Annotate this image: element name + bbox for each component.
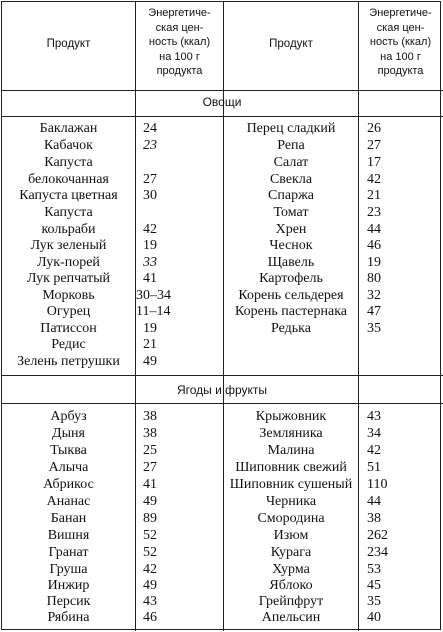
product-name: Капуста	[44, 205, 93, 220]
product-name: Хурма	[272, 562, 310, 577]
product-name: Банан	[50, 511, 87, 526]
energy-value: 49	[143, 354, 157, 369]
energy-value: 19	[143, 321, 157, 336]
energy-value: 23	[367, 205, 381, 220]
product-name: Черника	[265, 494, 317, 509]
product-name: Морковь	[42, 288, 95, 303]
product-name: Малина	[267, 443, 315, 458]
section-title-vegetables: Овощи	[202, 95, 242, 109]
energy-value: 49	[143, 494, 157, 509]
product-name: Апельсин	[261, 610, 321, 625]
row-divider	[2, 375, 443, 376]
energy-value: 24	[143, 121, 157, 136]
header-product-right: Продукт	[269, 38, 313, 50]
product-name: Салат	[273, 155, 309, 170]
energy-value: 21	[367, 188, 381, 203]
product-name: Тыква	[50, 443, 87, 458]
energy-value: 21	[143, 337, 157, 352]
product-name: Огурец	[46, 304, 91, 319]
energy-value: 41	[143, 271, 157, 286]
header-energy-left: Энергетиче- ская цен- ность (ккал) на 100 г продукта	[148, 7, 211, 78]
energy-value: 45	[367, 578, 381, 593]
energy-value: 17	[367, 155, 381, 170]
product-name: Чеснок	[269, 238, 313, 253]
product-name: Щавель	[267, 255, 315, 270]
energy-value: 38	[143, 409, 157, 424]
energy-value: 40	[367, 610, 381, 625]
energy-value: 53	[367, 562, 381, 577]
product-name: Корень пастернака	[235, 304, 347, 319]
product-name: Спаржа	[268, 188, 314, 203]
energy-value: 34	[367, 426, 381, 441]
product-name: Яблоко	[269, 578, 313, 593]
row-divider	[2, 116, 443, 117]
section-title-berries-fruits: Ягоды и фрукты	[176, 383, 268, 397]
header-energy-right: Энергетиче- ская цен- ность (ккал) на 100 г продукта	[369, 7, 432, 78]
row-divider	[2, 403, 443, 404]
product-name: Лук репчатый	[26, 271, 111, 286]
product-name: Картофель	[259, 271, 323, 286]
energy-value: 30	[143, 188, 157, 203]
product-name: Репа	[277, 138, 305, 153]
product-name: Арбуз	[50, 409, 87, 424]
product-name: Патиссон	[40, 321, 97, 336]
product-name: Крыжовник	[255, 409, 327, 424]
product-name: Свекла	[269, 172, 313, 187]
product-name: Дыня	[52, 426, 85, 441]
product-name: белокочанная	[28, 172, 109, 187]
product-name: Абрикос	[43, 477, 94, 492]
product-name: Зелень петрушки	[17, 354, 120, 369]
product-name: Ананас	[46, 494, 91, 509]
product-name: Шиповник сушеный	[229, 477, 353, 492]
energy-value: 38	[143, 426, 157, 441]
energy-value: 46	[143, 610, 157, 625]
energy-value: 42	[143, 222, 157, 237]
product-name: Капуста	[44, 155, 93, 170]
energy-value: 26	[367, 121, 381, 136]
energy-value: 262	[367, 528, 388, 543]
product-name: Баклажан	[39, 121, 98, 136]
product-name: Груша	[49, 562, 88, 577]
product-name: Редька	[271, 321, 311, 336]
product-name: Хрен	[275, 222, 307, 237]
energy-value: 35	[367, 321, 381, 336]
product-name: Земляника	[259, 426, 323, 441]
energy-value: 89	[143, 511, 157, 526]
energy-value: 19	[143, 238, 157, 253]
product-name: Курага	[270, 545, 312, 560]
energy-value: 33	[143, 255, 157, 270]
product-name: Томат	[273, 205, 309, 220]
energy-value: 38	[367, 511, 381, 526]
product-name: Перец сладкий	[246, 121, 336, 136]
product-name: Смородина	[257, 511, 325, 526]
product-name: Гранат	[48, 545, 89, 560]
energy-value: 30–34	[136, 288, 171, 303]
energy-value: 23	[143, 138, 157, 153]
product-name: Капуста цветная	[19, 188, 118, 203]
energy-value: 19	[367, 255, 381, 270]
energy-value: 51	[367, 460, 381, 475]
energy-value: 35	[367, 594, 381, 609]
energy-value: 47	[367, 304, 381, 319]
energy-value: 43	[143, 594, 157, 609]
product-name: Корень сельдерея	[238, 288, 344, 303]
product-name: Вишня	[47, 528, 90, 543]
energy-value: 27	[143, 172, 157, 187]
energy-value: 27	[143, 460, 157, 475]
energy-value: 11–14	[136, 304, 171, 319]
energy-value: 25	[143, 443, 157, 458]
row-divider	[2, 90, 443, 91]
product-name: Изюм	[273, 528, 309, 543]
energy-value: 27	[367, 138, 381, 153]
energy-value: 42	[367, 172, 381, 187]
product-name: Грейпфрут	[258, 594, 324, 609]
energy-value: 44	[367, 222, 381, 237]
product-name: Редис	[51, 337, 86, 352]
nutrition-table	[1, 1, 441, 630]
energy-value: 110	[367, 477, 388, 492]
product-name: Инжир	[47, 578, 90, 593]
product-name: Кабачок	[44, 138, 93, 153]
product-name: Рябина	[47, 610, 90, 625]
energy-value: 41	[143, 477, 157, 492]
energy-value: 52	[143, 545, 157, 560]
energy-value: 52	[143, 528, 157, 543]
energy-value: 49	[143, 578, 157, 593]
product-name: Лук зеленый	[30, 238, 107, 253]
energy-value: 80	[367, 271, 381, 286]
product-name: Лук-порей	[37, 255, 100, 270]
product-name: Алыча	[48, 460, 89, 475]
energy-value: 42	[143, 562, 157, 577]
energy-value: 44	[367, 494, 381, 509]
product-name: Шиповник свежий	[235, 460, 347, 475]
product-name: Персик	[46, 594, 91, 609]
energy-value: 32	[367, 288, 381, 303]
energy-value: 234	[367, 545, 388, 560]
energy-value: 43	[367, 409, 381, 424]
energy-value: 46	[367, 238, 381, 253]
energy-value: 42	[367, 443, 381, 458]
header-product-left: Продукт	[46, 38, 91, 50]
product-name: кольраби	[41, 222, 96, 237]
